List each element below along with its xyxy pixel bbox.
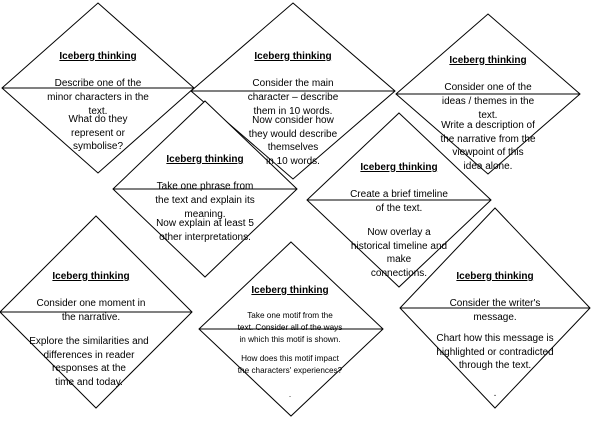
card-7-title: Iceberg thinking xyxy=(251,284,329,296)
card-4-title: Iceberg thinking xyxy=(166,153,244,165)
card-4-prompt: Take one phrase from the text and explain its meaning. xyxy=(155,181,255,220)
card-6-task: Explore the similarities and differences in reader responses at the time and today. xyxy=(29,335,149,389)
card-2-title: Iceberg thinking xyxy=(254,50,332,62)
card-6-bottom xyxy=(14,321,164,404)
card-8-task: Chart how this message is highlighted or contradicted through the text. . xyxy=(436,332,554,399)
card-2-prompt: Consider the main character – describe them in 10 words. xyxy=(247,78,339,117)
card-5-prompt: Create a brief timeline of the text. xyxy=(350,189,448,215)
card-2-task: Now consider how they would describe themselves in 10 words. xyxy=(248,114,338,168)
card-8-prompt: Consider the writer's message. xyxy=(449,298,541,324)
card-8-title: Iceberg thinking xyxy=(456,270,534,282)
card-4-bottom xyxy=(140,203,270,258)
card-3-prompt: Consider one of the ideas / themes in the text. xyxy=(441,82,535,121)
card-1-title: Iceberg thinking xyxy=(59,50,137,62)
card-5-task: Now overlay a historical timeline and make connections. xyxy=(350,226,448,280)
card-8-bottom xyxy=(423,318,567,415)
card-5-title: Iceberg thinking xyxy=(360,161,438,173)
card-1-task: What do they represent or symbolise? xyxy=(68,113,128,153)
card-7-bottom xyxy=(218,341,362,412)
card-1-prompt: Describe one of the minor characters in the text. xyxy=(47,78,149,117)
card-6-prompt: Consider one moment in the narrative. xyxy=(36,298,146,324)
card-6-title: Iceberg thinking xyxy=(52,270,130,282)
card-7-prompt: Take one motif from the text. Consider all of the ways in which this motif is shown. xyxy=(237,311,343,345)
card-4-task: Now explain at least 5 other interpretations. xyxy=(156,217,254,243)
card-3-title: Iceberg thinking xyxy=(449,54,527,66)
card-7-task: How does this motif impact the characters' experiences? . xyxy=(237,353,343,399)
card-3-task: Write a description of the narrative from the viewpoint of this idea alone. xyxy=(440,119,536,173)
